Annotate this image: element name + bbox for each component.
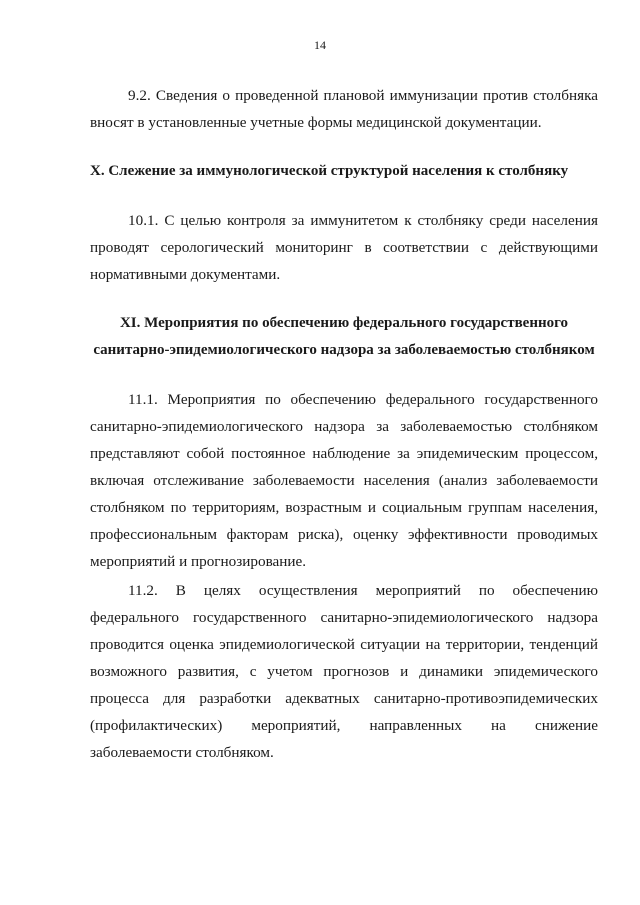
paragraph-9-2: 9.2. Сведения о проведенной плановой иммунизации против столбняка вносят в установленные учетные формы медицинской документации. [90, 87, 598, 131]
paragraph-11-2: 11.2. В целях осуществления мероприятий по обеспечению федерального государственного санитарно-эпидемиологического надзора проводится оценка эпидемиологической ситуации на территории, тенденций возможного развития, с учетом прогнозов и динамики эпидемического процесса для разработки адекватных санитарно-противоэпидемических (профилактических) мероприятий, направленных на снижение заболеваемости столбняком. [90, 582, 598, 761]
paragraph-10-1: 10.1. С целью контроля за иммунитетом к столбняку среди населения проводят серологический мониторинг в соответствии с действующими нормативными документами. [90, 212, 598, 283]
paragraph-11-1: 11.1. Мероприятия по обеспечению федерального государственного санитарно-эпидемиологического надзора за заболеваемостью столбняком представляют собой постоянное наблюдение за эпидемическим процессом, включая отслеживание заболеваемости населения (анализ заболеваемости столбняком по территориям, возрастным и социальным группам населения, профессиональным факторам риска), оценку эффективности проводимых мероприятий и прогнозирование. [90, 391, 598, 570]
document-body [90, 82, 598, 766]
section-xi-heading: XI. Мероприятия по обеспечению федерального государственного санитарно-эпидемиологического надзора за заболеваемостью столбняком [93, 315, 595, 358]
page-number: 14 [314, 38, 326, 52]
section-x-heading: X. Слежение за иммунологической структурой населения к столбняку [90, 163, 569, 179]
